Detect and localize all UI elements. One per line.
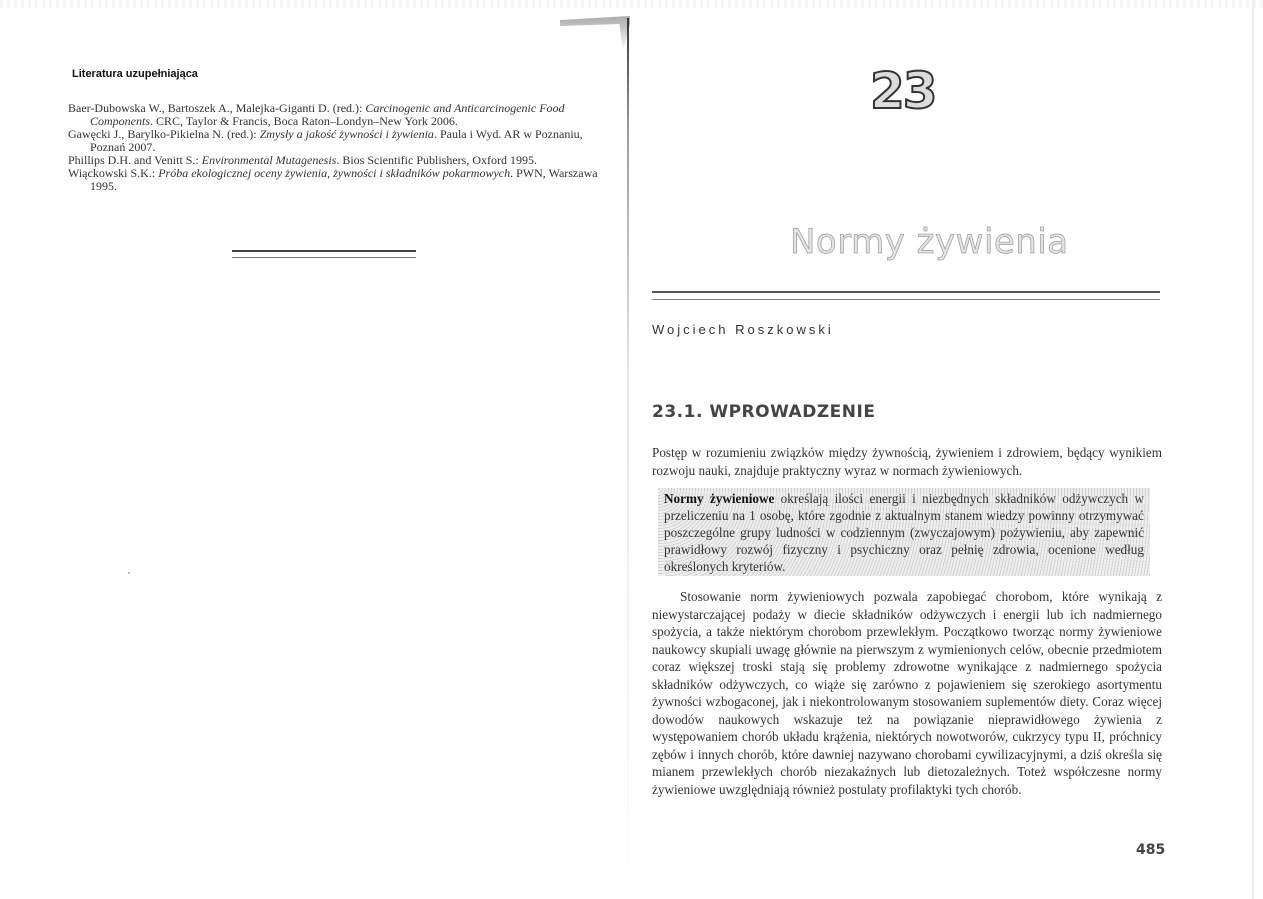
page-right-edge bbox=[1252, 0, 1254, 899]
scan-speck bbox=[128, 572, 130, 574]
binding-gutter bbox=[627, 18, 629, 898]
binding-shadow bbox=[560, 12, 630, 52]
intro-paragraph: Postęp w rozumieniu związków między żywnością, żywieniem i zdrowiem, będący wynikiem rozwoju nauki, znajduje praktyczny wyraz w normach żywieniowych. bbox=[652, 445, 1162, 478]
section-heading: 23.1. WPROWADZENIE bbox=[652, 402, 876, 422]
reference-item: Gawęcki J., Barylko-Pikielna N. (red.): Zmysły a jakość żywności i żywienia. Paula i Wyd. AR w Poznaniu, Poznań 2007. bbox=[68, 127, 583, 154]
section-end-rule bbox=[232, 250, 416, 258]
reference-item: Baer-Dubowska W., Bartoszek A., Malejka-Giganti D. (red.): Carcinogenic and Anticarcinogenic Food Components. CRC, Taylor & Francis, Boca Raton–Londyn–New York 2006. bbox=[68, 101, 565, 128]
chapter-author: Wojciech Roszkowski bbox=[652, 322, 834, 337]
body-paragraph: Stosowanie norm żywieniowych pozwala zapobiegać chorobom, które wynikają z niewystarczającej podaży w diecie składników odżywczych i energii lub ich nadmiernego spożycia, a także niektórym chorobom przewlekłym. Początkowo tworząc normy żywieniowe naukowcy skupiali uwagę głównie na pierwszym z wymienionych celów, obecnie przedmiotem coraz większej troski stają się problemy zdrowotne wynikające z nadmiernego spożycia składników odżywczych, co wiąże się zarówno z pojawieniem się szerokiego asortymentu żywności wzbogaconej, jak i niekontrolowanym stosowaniem suplementów diety. Coraz więcej dowodów naukowych wskazuje też na powiązanie nieprawidłowego żywienia z występowaniem chorób układu krążenia, niektórych nowotworów, cukrzycy typu II, próchnicy zębów i innych chorób, które dawniej nazywano chorobami cywilizacyjnymi, a dziś określa się mianem przewlekłych chorób niezakaźnych lub dietozależnych. Toteż współczesne normy żywieniowe uwzględniają również postulaty profilaktyki tych chorób. bbox=[652, 589, 1162, 797]
title-rule bbox=[652, 291, 1160, 300]
left-page bbox=[60, 60, 600, 193]
literature-heading: Literatura uzupełniająca bbox=[72, 68, 198, 80]
page-number: 485 bbox=[1136, 842, 1166, 858]
chapter-title: Normy żywienia bbox=[790, 222, 1069, 262]
reference-item: Phillips D.H. and Venitt S.: Environmental Mutagenesis. Bios Scientific Publishers, Oxford 1995. bbox=[68, 153, 537, 167]
chapter-number: 23 bbox=[870, 62, 936, 120]
definition-box bbox=[658, 488, 1150, 576]
definition-text: określają ilości energii i niezbędnych składników odżywczych w przeliczeniu na 1 osobę, które zgodnie z aktualnym stanem wiedzy powinny otrzymywać poszczególne grupy ludności w codziennym (zwyczajowym) pożywieniu, aby zapewnić prawidłowy rozwój fizyczny i psychiczny oraz pełnię zdrowia, ocenione według określonych kryteriów. bbox=[664, 491, 1144, 574]
page-top-edge bbox=[0, 0, 1263, 8]
definition-term: Normy żywieniowe bbox=[664, 491, 775, 506]
reference-item: Wiąckowski S.K.: Próba ekologicznej oceny żywienia, żywności i składników pokarmowych. PWN, Warszawa 1995. bbox=[68, 166, 598, 193]
